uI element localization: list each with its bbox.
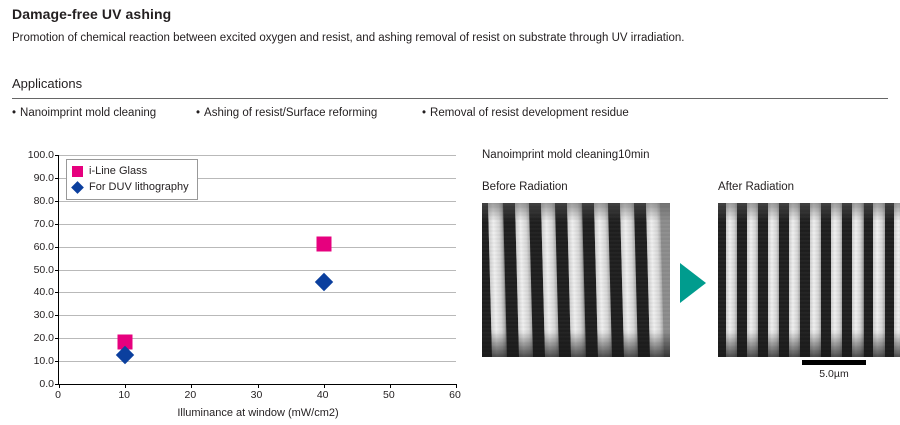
- chart-tick-mark: [55, 315, 59, 316]
- before-radiation-label: Before Radiation: [482, 181, 568, 193]
- chart-legend-item: [72, 179, 189, 195]
- chart-gridline: [59, 224, 456, 225]
- chart-tick-mark: [55, 247, 59, 248]
- bullet-icon: •: [196, 107, 201, 119]
- scale-bar-label: 5.0µm: [819, 368, 849, 380]
- bullet-icon: •: [422, 107, 427, 119]
- chart-y-tick-label: 60.0: [33, 240, 54, 253]
- chart-x-tick-label: 60: [449, 389, 461, 401]
- chart-legend-label: i-Line Glass: [89, 165, 148, 177]
- chart-x-tick-label: 0: [55, 389, 61, 401]
- chart-legend-item: [72, 163, 189, 179]
- chart-tick-mark: [55, 201, 59, 202]
- micrograph-before: [482, 203, 670, 357]
- bullet-icon: •: [12, 107, 17, 119]
- applications-heading: Applications: [12, 76, 83, 91]
- legend-swatch-icon: [71, 181, 84, 194]
- chart-y-tick-label: 30.0: [33, 309, 54, 322]
- chart-legend-label: For DUV lithography: [89, 181, 189, 193]
- list-item: [12, 107, 156, 119]
- scale-bar: [802, 360, 866, 365]
- micrograph-after: [718, 203, 900, 357]
- chart-y-tick-label: 50.0: [33, 263, 54, 276]
- chart-y-axis-ticks: [0, 149, 54, 390]
- chart-tick-mark: [55, 224, 59, 225]
- page-description: Promotion of chemical reaction between excited oxygen and resist, and ashing removal of resist on substrate through UV irradiation.: [12, 32, 685, 44]
- chart-x-axis-ticks: [55, 385, 461, 405]
- chart-tick-mark: [55, 155, 59, 156]
- chart-tick-mark: [55, 270, 59, 271]
- application-label: Removal of resist development residue: [430, 107, 629, 119]
- chart-y-tick-label: 10.0: [33, 355, 54, 368]
- page-title: Damage-free UV ashing: [12, 6, 172, 22]
- chart-x-tick-label: 10: [118, 389, 130, 401]
- chart-data-point: [314, 273, 332, 291]
- chart-legend: [66, 159, 198, 200]
- ashing-rate-chart: [0, 145, 470, 420]
- chart-y-tick-label: 70.0: [33, 217, 54, 230]
- chart-tick-mark: [55, 178, 59, 179]
- chart-data-point: [316, 237, 331, 252]
- application-label: Ashing of resist/Surface reforming: [204, 107, 378, 119]
- chart-y-tick-label: 100.0: [27, 149, 54, 161]
- application-label: Nanoimprint mold cleaning: [20, 107, 157, 119]
- chart-tick-mark: [55, 338, 59, 339]
- chart-y-tick-label: 90.0: [33, 171, 54, 184]
- applications-divider: [12, 98, 888, 99]
- legend-swatch-icon: [72, 166, 83, 177]
- micrograph-caption: Nanoimprint mold cleaning10min: [482, 149, 650, 161]
- after-radiation-label: After Radiation: [718, 181, 795, 193]
- chart-y-tick-label: 0.0: [39, 378, 54, 390]
- list-item: [422, 107, 629, 119]
- chart-gridline: [59, 247, 456, 248]
- chart-x-axis-label: Illuminance at window (mW/cm2): [177, 407, 339, 419]
- chart-x-tick-label: 50: [382, 389, 395, 401]
- chart-x-tick-label: 30: [250, 389, 263, 401]
- chart-x-tick-label: 20: [184, 389, 197, 401]
- chart-tick-mark: [55, 292, 59, 293]
- list-item: [196, 107, 377, 119]
- chart-gridline: [59, 315, 456, 316]
- chart-gridline: [59, 270, 456, 271]
- chart-gridline: [59, 201, 456, 202]
- chart-y-tick-label: 20.0: [33, 332, 54, 345]
- chart-gridline: [59, 292, 456, 293]
- chart-gridline: [59, 361, 456, 362]
- chart-gridline: [59, 155, 456, 156]
- transition-arrow-icon: [680, 263, 706, 303]
- chart-y-tick-label: 80.0: [33, 194, 54, 207]
- chart-y-tick-label: 40.0: [33, 286, 54, 299]
- chart-tick-mark: [55, 361, 59, 362]
- micrograph-panel: [482, 145, 892, 420]
- chart-x-tick-label: 40: [316, 389, 329, 401]
